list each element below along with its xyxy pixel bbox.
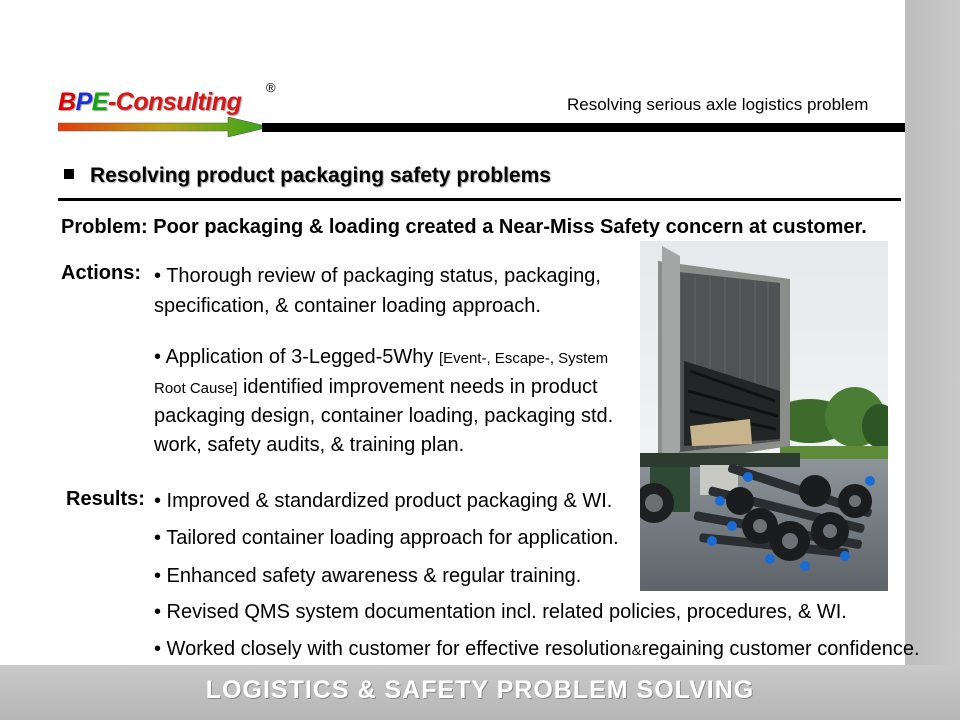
logo-arrow-icon — [58, 117, 273, 137]
section-heading — [64, 164, 551, 188]
action-line: work, safety audits, & training plan. — [154, 434, 465, 456]
result-text: • Worked closely with customer for effective resolution — [154, 638, 632, 660]
result-item: • Improved & standardized product packaging & WI. — [154, 490, 613, 512]
section-rule — [58, 198, 901, 201]
action-line: • Thorough review of packaging status, packaging, — [154, 265, 601, 287]
slide-title: Resolving serious axle logistics problem — [567, 95, 869, 114]
section-heading-text: Resolving product packaging safety problems — [90, 164, 551, 187]
problem-statement: Problem: Poor packaging & loading created a Near-Miss Safety concern at customer. — [61, 216, 867, 238]
right-side-strip — [905, 0, 960, 665]
square-bullet-icon — [64, 169, 74, 179]
action-line: packaging design, container loading, packaging std. — [154, 405, 614, 427]
action-small-text: [Event-, Escape-, System — [438, 350, 609, 367]
header-rule — [262, 123, 905, 132]
action-line — [154, 372, 598, 404]
container-axles-photo — [640, 241, 888, 591]
action-text: identified improvement needs in product — [237, 376, 598, 398]
result-item: • Enhanced safety awareness & regular training. — [154, 565, 582, 587]
logo-consulting: -Consulting — [107, 88, 242, 116]
result-item: • Revised QMS system documentation incl. related policies, procedures, & WI. — [154, 601, 847, 623]
action-text: • Application of 3-Legged-5Why — [154, 346, 439, 368]
action-small-text: Root Cause] — [154, 380, 238, 397]
results-label: Results: — [66, 488, 145, 510]
result-item: • Tailored container loading approach for application. — [154, 527, 619, 549]
footer-title: LOGISTICS & SAFETY PROBLEM SOLVING — [205, 676, 755, 704]
action-line — [154, 342, 608, 374]
brand-logo — [58, 88, 241, 117]
logo-letter-b: B — [58, 88, 76, 116]
actions-label: Actions: — [61, 262, 141, 284]
logo-letter-p: P — [75, 88, 92, 116]
result-text: regaining customer confidence. — [641, 638, 920, 660]
registered-mark: ® — [266, 80, 276, 95]
action-line: specification, & container loading approach. — [154, 295, 541, 317]
logo-letter-e: E — [91, 88, 108, 116]
result-small-text: & — [631, 642, 642, 659]
result-item — [154, 634, 920, 666]
